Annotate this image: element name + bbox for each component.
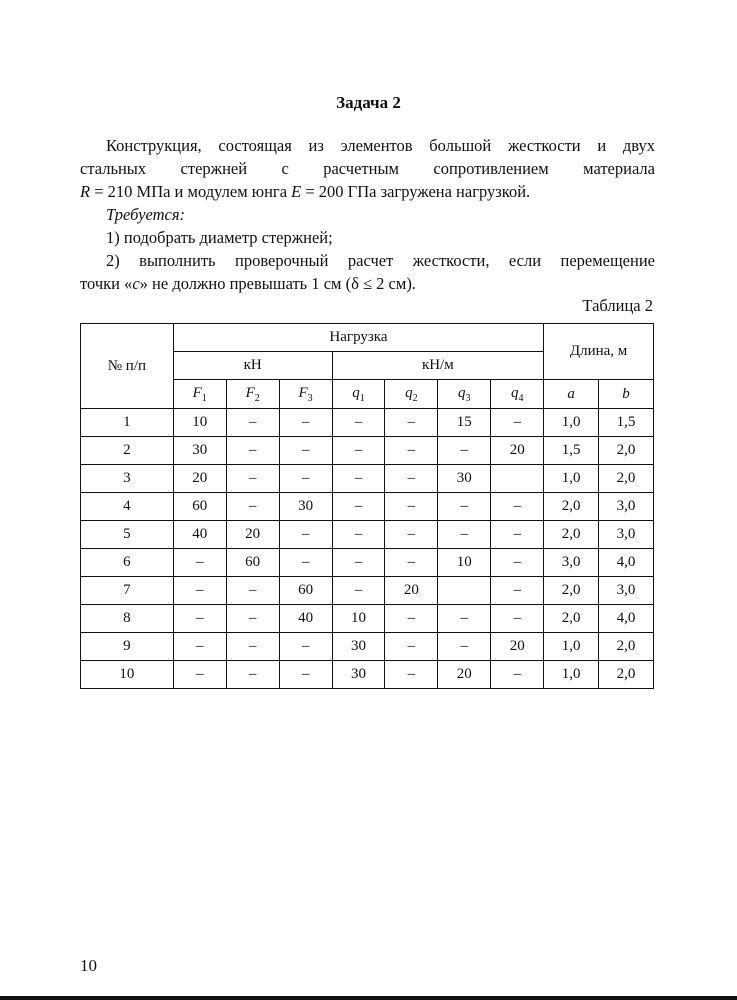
requirement-item-2-line-2: [80, 272, 655, 295]
col-length-header: Длина, м: [544, 324, 654, 380]
var-q2: $q_2$: [385, 380, 438, 409]
table-cell: 1,5: [544, 437, 599, 465]
table-row: [81, 521, 654, 549]
table-cell: 30: [279, 493, 332, 521]
table-cell: –: [438, 633, 491, 661]
table-cell: 8: [81, 605, 174, 633]
requirement-item-2-line-1: 2) выполнить проверочный расчет жесткости, если перемещение: [106, 251, 655, 270]
var-f2: $F_2$: [226, 380, 279, 409]
table-cell: [438, 577, 491, 605]
table-cell: 1,0: [544, 633, 599, 661]
table-cell: –: [332, 409, 385, 437]
item2-part-b: » не должно превышать 1 см (δ ≤ 2 см).: [139, 274, 416, 293]
statement-line-3-part-a: = 210 МПа и модулем юнга: [90, 182, 292, 201]
table-cell: –: [385, 493, 438, 521]
table-cell: –: [491, 493, 544, 521]
statement-line-1: Конструкция, состоящая из элементов большой жесткости и двух: [106, 136, 655, 155]
table-cell: –: [491, 409, 544, 437]
table-cell: –: [332, 521, 385, 549]
table-cell: 2,0: [599, 465, 654, 493]
table-cell: –: [226, 633, 279, 661]
statement-line-3-part-b: = 200 ГПа загружена нагрузкой.: [301, 182, 531, 201]
table-cell: 2,0: [544, 493, 599, 521]
table-cell: 30: [173, 437, 226, 465]
table-cell: 3,0: [544, 549, 599, 577]
table-cell: –: [491, 605, 544, 633]
table-cell: 1,5: [599, 409, 654, 437]
table-cell: –: [332, 437, 385, 465]
table-cell: 10: [81, 661, 174, 689]
table-cell: 20: [491, 633, 544, 661]
table-cell: 20: [438, 661, 491, 689]
table-cell: 4: [81, 493, 174, 521]
var-q1: $q_1$: [332, 380, 385, 409]
table-cell: –: [332, 465, 385, 493]
table-cell: 2,0: [544, 577, 599, 605]
table-cell: 30: [332, 661, 385, 689]
table-cell: –: [491, 521, 544, 549]
symbol-e: E: [291, 182, 302, 201]
table-cell: –: [279, 549, 332, 577]
table-row: [81, 409, 654, 437]
item2-part-a: точки «: [80, 274, 133, 293]
table-cell: 20: [385, 577, 438, 605]
table-cell: –: [438, 437, 491, 465]
table-cell: –: [279, 633, 332, 661]
table-row: [81, 493, 654, 521]
symbol-c: c: [132, 274, 140, 293]
table-cell: 9: [81, 633, 174, 661]
table-row: [81, 661, 654, 689]
table-cell: –: [279, 661, 332, 689]
table-cell: –: [226, 409, 279, 437]
table-cell: 2,0: [544, 605, 599, 633]
statement-line-3: [80, 180, 655, 203]
table-cell: –: [385, 661, 438, 689]
unit-distributed-header: кН/м: [332, 352, 544, 380]
variants-table: [80, 323, 654, 689]
table-cell: –: [491, 577, 544, 605]
table-row: [81, 549, 654, 577]
table-cell: –: [279, 437, 332, 465]
table-cell: –: [385, 521, 438, 549]
table-cell: 2,0: [544, 521, 599, 549]
table-cell: –: [438, 605, 491, 633]
table-row: [81, 437, 654, 465]
table-cell: 1: [81, 409, 174, 437]
problem-statement: [80, 134, 655, 295]
table-cell: –: [173, 661, 226, 689]
table-cell: –: [491, 661, 544, 689]
table-row: [81, 605, 654, 633]
table-cell: 10: [438, 549, 491, 577]
table-cell: –: [332, 549, 385, 577]
table-cell: 15: [438, 409, 491, 437]
table-cell: –: [438, 493, 491, 521]
table-row: [81, 465, 654, 493]
table-cell: 1,0: [544, 661, 599, 689]
table-cell: 20: [226, 521, 279, 549]
var-f1: $F_1$: [173, 380, 226, 409]
table-cell: –: [173, 633, 226, 661]
table-cell: 60: [173, 493, 226, 521]
table-cell: 20: [173, 465, 226, 493]
table-cell: –: [279, 465, 332, 493]
table-cell: –: [385, 549, 438, 577]
table-cell: 2,0: [599, 437, 654, 465]
table-cell: 30: [332, 633, 385, 661]
table-cell: –: [491, 549, 544, 577]
table-cell: –: [173, 577, 226, 605]
table-caption: Таблица 2: [582, 296, 653, 315]
table-cell: –: [173, 605, 226, 633]
var-a: a: [544, 380, 599, 409]
table-cell: –: [226, 437, 279, 465]
table-cell: 4,0: [599, 549, 654, 577]
table-cell: 1,0: [544, 409, 599, 437]
table-cell: –: [226, 605, 279, 633]
table-cell: 60: [226, 549, 279, 577]
requirement-item-1: 1) подобрать диаметр стержней;: [106, 228, 333, 247]
table-cell: –: [385, 605, 438, 633]
col-number-header: № п/п: [81, 324, 174, 409]
table-cell: –: [173, 549, 226, 577]
table-cell: –: [226, 661, 279, 689]
var-b: b: [599, 380, 654, 409]
table-cell: 10: [332, 605, 385, 633]
table-cell: 40: [279, 605, 332, 633]
table-cell: –: [385, 437, 438, 465]
table-cell: –: [332, 493, 385, 521]
table-cell: 2: [81, 437, 174, 465]
table-cell: –: [226, 465, 279, 493]
table-row: [81, 633, 654, 661]
table-cell: –: [279, 521, 332, 549]
table-cell: –: [226, 493, 279, 521]
table-cell: 60: [279, 577, 332, 605]
table-cell: 3,0: [599, 577, 654, 605]
table-cell: 40: [173, 521, 226, 549]
var-f3: $F_3$: [279, 380, 332, 409]
table-cell: 30: [438, 465, 491, 493]
table-cell: –: [385, 633, 438, 661]
unit-force-header: кН: [173, 352, 332, 380]
symbol-r: R: [80, 182, 91, 201]
var-q4: $q_4$: [491, 380, 544, 409]
table-cell: –: [385, 465, 438, 493]
table-cell: 5: [81, 521, 174, 549]
statement-line-2: стальных стержней с расчетным сопротивлением материала: [80, 159, 655, 178]
table-cell: –: [385, 409, 438, 437]
table-cell: 20: [491, 437, 544, 465]
table-row: [81, 577, 654, 605]
table-cell: –: [279, 409, 332, 437]
var-q3: $q_3$: [438, 380, 491, 409]
page-number: 10: [80, 956, 97, 975]
table-cell: 4,0: [599, 605, 654, 633]
table-cell: 3,0: [599, 493, 654, 521]
table-cell: 7: [81, 577, 174, 605]
table-cell: 6: [81, 549, 174, 577]
bottom-border: [0, 996, 737, 1000]
table-cell: 2,0: [599, 661, 654, 689]
task-heading: Задача 2: [336, 93, 401, 112]
table-cell: –: [226, 577, 279, 605]
table-cell: 2,0: [599, 633, 654, 661]
table-cell: –: [332, 577, 385, 605]
col-load-header: Нагрузка: [173, 324, 543, 352]
table-cell: 3: [81, 465, 174, 493]
table-cell: –: [438, 521, 491, 549]
table-cell: 1,0: [544, 465, 599, 493]
table-cell: 3,0: [599, 521, 654, 549]
table-cell: [491, 465, 544, 493]
table-cell: 10: [173, 409, 226, 437]
requirement-label: Требуется:: [106, 205, 186, 224]
